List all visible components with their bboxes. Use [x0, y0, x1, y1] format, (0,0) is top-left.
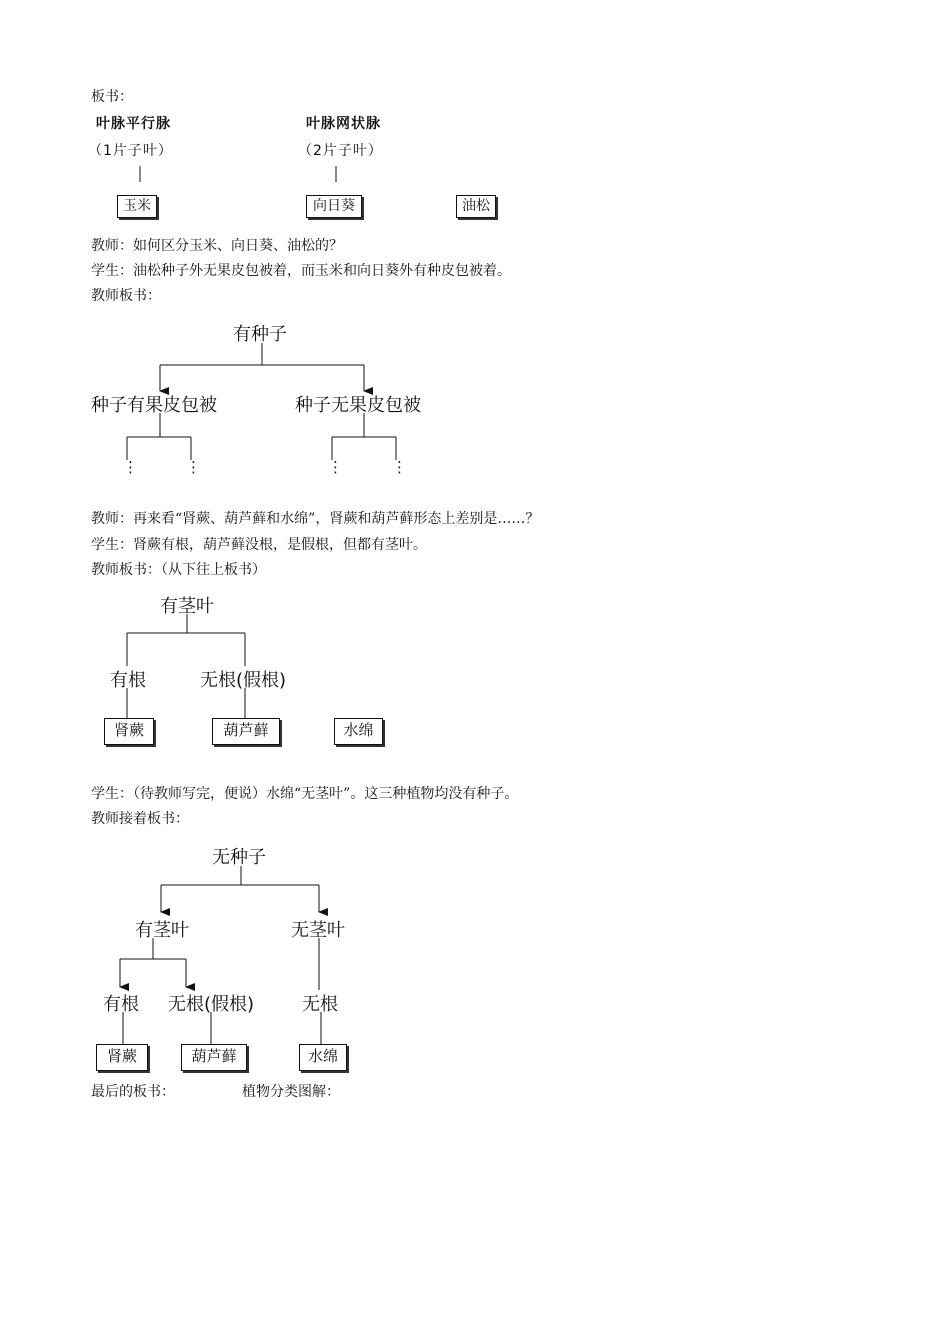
node-no-root: 无根(假根) [200, 670, 287, 691]
student-answer-2: 学生：肾蕨有根，葫芦藓没根，是假根，但都有茎叶。 [91, 537, 427, 553]
node-has-stem-leaf: 有茎叶 [160, 596, 214, 617]
dots-2: ⋮ [186, 458, 201, 476]
dots-4: ⋮ [392, 458, 407, 476]
teacher-board-label-2: 教师板书：（从下往上板书） [91, 562, 266, 578]
classification-label: 植物分类图解： [242, 1084, 340, 1100]
student-answer-3: 学生：（待教师写完，便说）水绵“无茎叶”。这三种植物均没有种子。 [91, 786, 519, 802]
box-moss-2: 葫芦藓 [181, 1044, 247, 1071]
label-board: 板书： [91, 89, 133, 105]
node-has-root-2: 有根 [103, 994, 139, 1015]
node-no-root-3: 无根 [302, 994, 338, 1015]
box-algae: 水绵 [334, 718, 383, 745]
box-fern: 肾蕨 [104, 718, 154, 745]
node-seed-covered: 种子有果皮包被 [91, 395, 217, 416]
one-cotyledon-label: （1片子叶） [88, 143, 173, 159]
box-sunflower: 向日葵 [306, 195, 362, 218]
teacher-question-2: 教师：再来看“肾蕨、葫芦藓和水绵”，肾蕨和葫芦藓形态上差别是……？ [91, 511, 540, 527]
node-has-root: 有根 [110, 670, 146, 691]
teacher-board-label-3: 教师接着板书： [91, 811, 189, 827]
box-moss: 葫芦藓 [212, 718, 280, 745]
final-board-label: 最后的板书： [91, 1084, 175, 1100]
two-cotyledon-label: （2片子叶） [298, 143, 383, 159]
parallel-vein-title: 叶脉平行脉 [96, 116, 171, 132]
box-pine: 油松 [456, 195, 496, 218]
node-no-seed: 无种子 [212, 847, 266, 868]
dots-1: ⋮ [123, 458, 138, 476]
student-answer-1: 学生：油松种子外无果皮包被着，而玉米和向日葵外有种皮包被着。 [91, 263, 511, 279]
node-has-stem-leaf-2: 有茎叶 [135, 920, 189, 941]
node-has-seed: 有种子 [233, 324, 287, 345]
reticulate-vein-title: 叶脉网状脉 [306, 116, 381, 132]
node-seed-naked: 种子无果皮包被 [295, 395, 421, 416]
teacher-board-label-1: 教师板书： [91, 288, 161, 304]
box-fern-2: 肾蕨 [96, 1044, 148, 1071]
box-algae-2: 水绵 [299, 1044, 347, 1071]
node-no-root-2: 无根(假根) [168, 994, 255, 1015]
teacher-question-1: 教师：如何区分玉米、向日葵、油松的？ [91, 238, 343, 254]
dots-3: ⋮ [328, 458, 343, 476]
box-corn: 玉米 [117, 195, 157, 218]
node-no-stem-leaf: 无茎叶 [291, 920, 345, 941]
